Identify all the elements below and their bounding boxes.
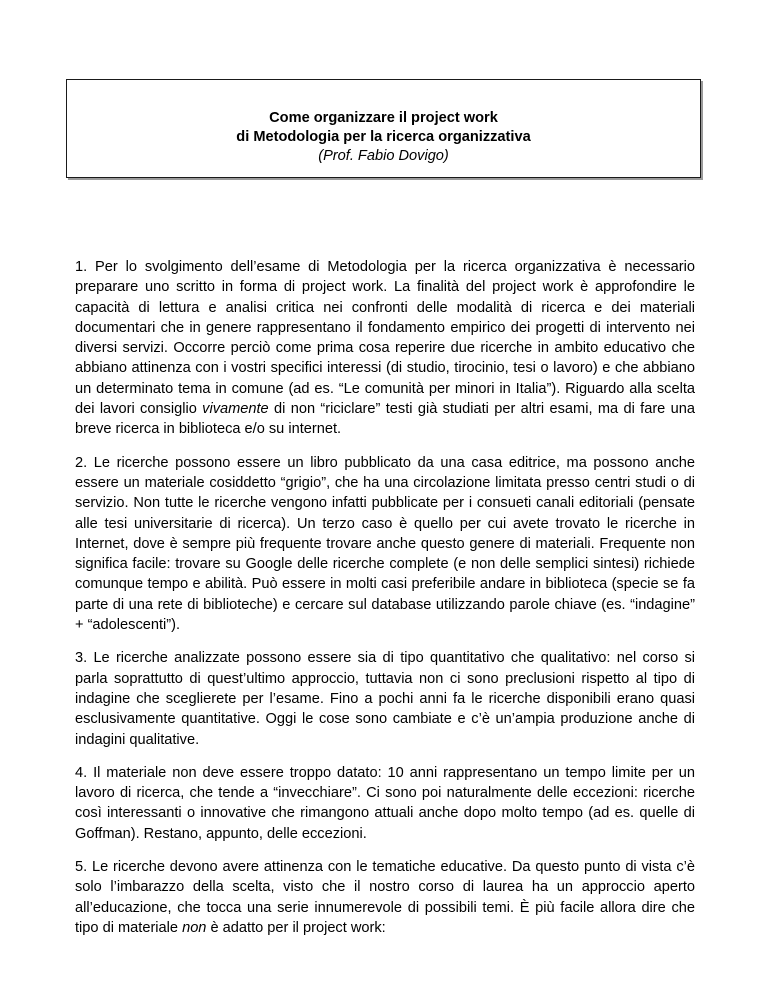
paragraph-5-text-b: è adatto per il project work:: [206, 919, 386, 936]
paragraph-5: [75, 857, 695, 938]
paragraph-1-text-a: 1. Per lo svolgimento dell’esame di Metodologia per la ricerca organizzativa è necessario preparare uno scritto in forma di project work. La finalità del project work è approfondire le capacità di lettura e analisi critica nei confronti delle modalità di ricerca e dei materiali documentari che in genere rappresentano il fondamento empirico dei progetti di intervento nei diversi servizi. Occorre perciò come prima cosa reperire due ricerche in ambito educativo che abbiano attinenza con i vostri specifici interessi (di studio, tirocinio, tesi o lavoro) e che abbiano un determinato tema in comune (ad es. “Le comunità per minori in Italia”). Riguardo alla scelta dei lavori consiglio: [75, 259, 695, 418]
paragraph-1-emphasis: vivamente: [202, 401, 269, 418]
paragraph-5-text-a: 5. Le ricerche devono avere attinenza con le tematiche educative. Da questo punto di vista c’è solo l’imbarazzo della scelta, visto che il nostro corso di laurea ha un approccio aperto all’educazione, che tocca una serie innumerevole di possibili temi. È più facile allora dire che tipo di materiale: [75, 859, 695, 936]
document-author: (Prof. Fabio Dovigo): [318, 148, 449, 164]
title-box: [66, 79, 701, 178]
paragraph-4: 4. Il materiale non deve essere troppo datato: 10 anni rappresentano un tempo limite per un lavoro di ricerca, che tende a “invecchiare”. Ci sono poi naturalmente delle eccezioni: ricerche così interessanti o innovative che rimangono attuali anche dopo molto tempo (ad es. quelle di Goffman). Restano, appunto, delle eccezioni.: [75, 764, 695, 842]
paragraph-1: [75, 257, 695, 440]
paragraph-5-emphasis: non: [182, 919, 207, 936]
document-title-line-1: Come organizzare il project work: [269, 110, 498, 126]
paragraph-1-text-b: di non “riciclare” testi già studiati per altri esami, ma di fare una breve ricerca in biblioteca e/o su internet.: [75, 401, 695, 438]
paragraph-3: 3. Le ricerche analizzate possono essere sia di tipo quantitativo che qualitativo: nel corso si parla soprattutto di quest’ultimo approccio, tuttavia non ci sono preclusioni rispetto al tipo di indagine che sceglierete per l’esame. Fino a pochi anni fa le ricerche disponibili erano quasi esclusivamente quantitative. Oggi le cose sono cambiate e c’è un’ampia produzione anche di indagini qualitative.: [75, 650, 695, 748]
paragraph-2: 2. Le ricerche possono essere un libro pubblicato da una casa editrice, ma possono anche essere un materiale cosiddetto “grigio”, che ha una circolazione limitata presso centri studi o di servizio. Non tutte le ricerche vengono infatti pubblicate per i consueti canali editoriali (pensate alle tesi universitarie di ricerca). Un terzo caso è quello per cui avete trovato le ricerche in Internet, dove è sempre più frequente trovare anche questo genere di materiali. Frequente non significa facile: trovare su Google delle ricerche complete (e non delle semplici sintesi) richiede comunque tempo e abilità. Può essere in molti casi preferibile andare in biblioteca (specie se fa parte di una rete di biblioteche) e cercare sul database utilizzando parole chiave (es. “indagine” + “adolescenti”).: [75, 454, 695, 634]
document-body: [75, 257, 695, 951]
document-title-line-2: di Metodologia per la ricerca organizzativa: [236, 129, 531, 145]
